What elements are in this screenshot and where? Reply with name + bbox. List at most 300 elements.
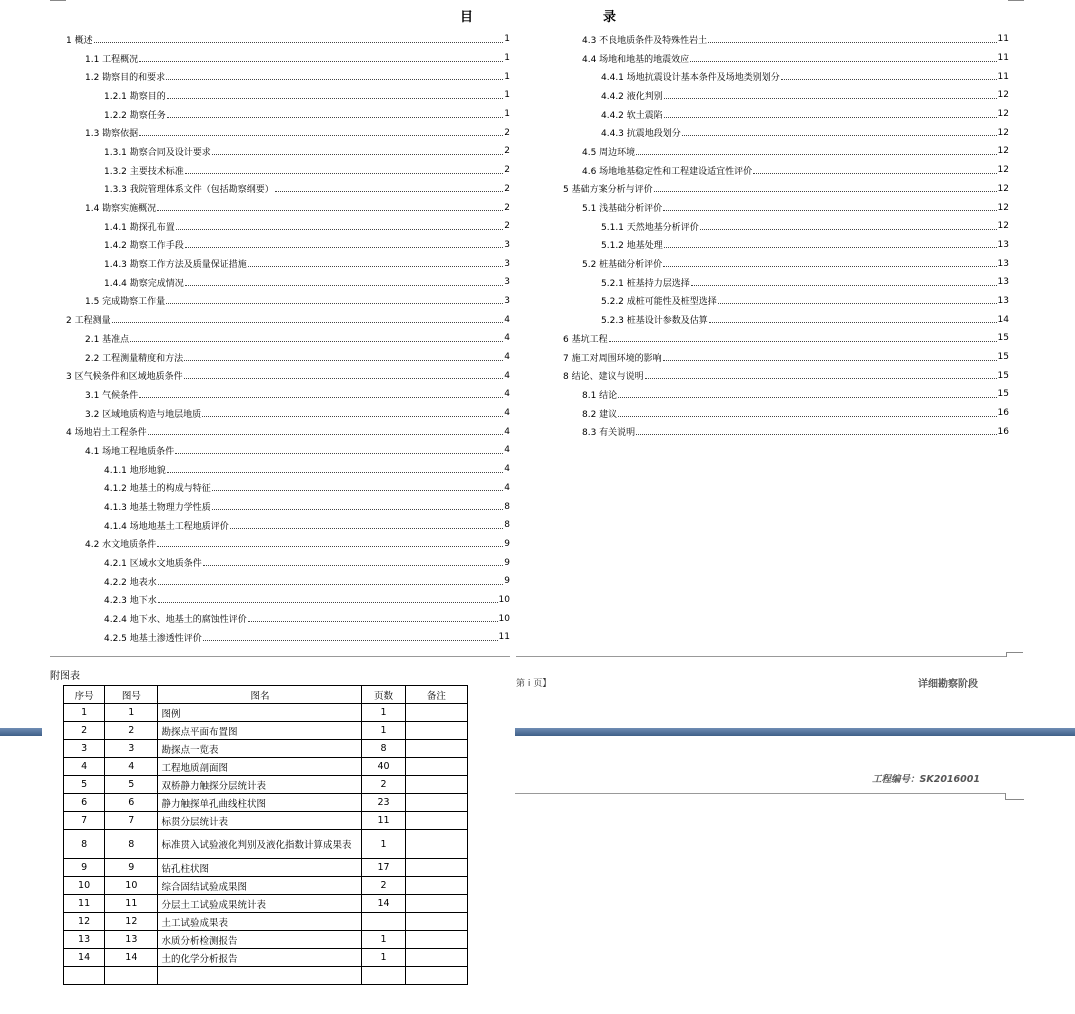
toc-dot-leader [130,341,503,342]
toc-dot-leader [167,117,504,118]
row-note [405,859,467,877]
toc-entry-page: 3 [504,295,510,306]
toc-entry[interactable] [66,385,510,404]
toc-dot-leader [185,173,504,174]
row-note [405,722,467,740]
toc-entry-text: 4.1 场地工程地质条件 [85,446,175,457]
row-note [405,931,467,949]
toc-dot-leader [275,191,504,192]
toc-dot-leader [664,117,997,118]
row-name: 图例 [158,704,362,722]
toc-dot-leader [618,416,996,417]
toc-entry-text: 4.4 场地和地基的地震效应 [582,54,690,65]
toc-entry-page: 12 [997,221,1009,232]
toc-entry[interactable] [563,86,1009,105]
toc-entry-text: 4.2 水文地质条件 [85,540,157,551]
toc-entry-text: 3.2 区域地质构造与地层地质 [85,409,202,420]
row-note [405,967,467,985]
row-no: 3 [64,740,105,758]
row-name: 标贯分层统计表 [158,812,362,830]
toc-entry[interactable] [66,161,510,180]
toc-entry-page: 4 [504,445,510,456]
row-no: 1 [64,704,105,722]
row-pages: 1 [362,704,405,722]
toc-dot-leader [664,98,997,99]
toc-dot-leader [148,434,504,435]
toc-entry[interactable] [66,67,510,86]
toc-entry[interactable] [563,404,1009,423]
toc-entry[interactable] [563,217,1009,236]
table-row [64,740,468,758]
toc-entry[interactable] [563,30,1009,49]
row-note [405,913,467,931]
attachments-header-row [64,686,468,704]
toc-dot-leader [212,509,504,510]
toc-entry[interactable] [66,591,510,610]
toc-entry[interactable] [66,49,510,68]
toc-entry-page: 15 [997,333,1009,344]
row-pages: 14 [362,895,405,913]
toc-entry[interactable] [66,236,510,255]
toc-entry[interactable] [563,236,1009,255]
toc-entry[interactable] [66,609,510,628]
toc-entry[interactable] [66,572,510,591]
attachments-title: 附图表 [50,671,80,682]
toc-entry-page: 13 [997,239,1009,250]
toc-entry-page: 9 [504,538,510,549]
toc-entry[interactable] [563,422,1009,441]
toc-dot-leader [718,303,997,304]
toc-entry-text: 1.3 勘察依据 [85,129,139,140]
toc-dot-leader [175,453,503,454]
toc-dot-leader [682,135,997,136]
toc-entry-page: 11 [498,632,510,643]
toc-entry-page: 4 [504,464,510,475]
toc-entry[interactable] [66,142,510,161]
row-no: 12 [64,913,105,931]
toc-entry-page: 1 [504,53,510,64]
corner-mark-bottom-right [1005,793,1024,800]
toc-entry-page: 4 [504,333,510,344]
row-no: 5 [64,776,105,794]
toc-entry-page: 1 [504,34,510,45]
row-pages: 11 [362,812,405,830]
toc-entry[interactable] [563,180,1009,199]
table-row [64,776,468,794]
row-no: 2 [64,722,105,740]
toc-entry-text: 2.1 基准点 [85,334,130,345]
table-row [64,967,468,985]
toc-entry-page: 3 [504,258,510,269]
table-row [64,794,468,812]
toc-entry-text: 4.3 不良地质条件及特殊性岩土 [582,35,708,46]
row-name: 土的化学分析报告 [158,949,362,967]
toc-dot-leader [203,565,504,566]
row-note [405,776,467,794]
toc-entry-text: 1.3.2 主要技术标准 [104,166,184,177]
toc-dot-leader [176,229,504,230]
toc-entry[interactable] [66,86,510,105]
toc-entry-text: 2 工程测量 [66,316,111,327]
toc-entry[interactable] [66,535,510,554]
row-name: 分层土工试验成果统计表 [158,895,362,913]
row-no: 14 [64,949,105,967]
toc-entry-page: 3 [504,277,510,288]
toc-dot-leader [202,416,503,417]
page-separator-right [516,656,1006,657]
row-name: 综合固结试验成果图 [158,877,362,895]
toc-dot-leader [157,210,503,211]
page-number-label: 第 i 页】 [516,679,552,689]
corner-mark-top-left [50,0,66,1]
toc-dot-leader [158,584,504,585]
toc-entry[interactable] [563,123,1009,142]
row-no: 8 [64,830,105,859]
toc-entry[interactable] [563,348,1009,367]
stage-label: 详细勘察阶段 [918,679,978,690]
header-pages: 页数 [362,686,405,704]
toc-entry-page: 15 [997,352,1009,363]
toc-entry-page: 4 [504,408,510,419]
row-note [405,794,467,812]
toc-entry-text: 6 基坑工程 [563,334,608,345]
project-number: 工程编号：SK2016001 [872,774,980,785]
toc-entry[interactable] [66,497,510,516]
row-fig: 2 [105,722,158,740]
toc-entry[interactable] [563,254,1009,273]
header-note: 备注 [405,686,467,704]
toc-dot-leader [167,98,504,99]
toc-entry[interactable] [66,479,510,498]
toc-entry-page: 1 [504,109,510,120]
toc-entry-page: 12 [997,127,1009,138]
toc-entry[interactable] [66,366,510,385]
row-pages: 17 [362,859,405,877]
table-row [64,877,468,895]
toc-entry[interactable] [66,553,510,572]
toc-entry-page: 16 [997,408,1009,419]
toc-entry[interactable] [563,310,1009,329]
toc-dot-leader [112,322,504,323]
row-pages: 23 [362,794,405,812]
toc-entry[interactable] [563,67,1009,86]
toc-entry[interactable] [66,180,510,199]
toc-entry-text: 2.2 工程测量精度和方法 [85,353,184,364]
header-bar-right [515,728,1075,736]
row-fig: 5 [105,776,158,794]
toc-entry-text: 5.1.2 地基处理 [601,241,663,252]
row-note [405,740,467,758]
toc-dot-leader [609,341,997,342]
header-bar-left [0,728,42,736]
toc-entry-text: 1.3.3 我院管理体系文件（包括勘察纲要） [104,185,274,196]
toc-dot-leader [185,247,504,248]
toc-entry[interactable] [66,404,510,423]
row-note [405,895,467,913]
toc-title-char-2: 录 [602,10,620,25]
toc-entry-text: 1.2 勘察目的和要求 [85,73,166,84]
row-pages: 1 [362,949,405,967]
toc-title [460,6,620,25]
toc-entry-page: 4 [504,426,510,437]
toc-entry-page: 10 [498,613,510,624]
toc-dot-leader [158,602,498,603]
toc-right-column [563,30,1009,441]
toc-dot-leader [139,61,503,62]
toc-entry[interactable] [66,310,510,329]
attachments-table [63,685,468,985]
toc-entry-page: 1 [504,90,510,101]
toc-dot-leader [94,42,504,43]
toc-entry-page: 13 [997,258,1009,269]
row-name: 工程地质剖面图 [158,758,362,776]
toc-entry[interactable] [66,422,510,441]
toc-entry-text: 5.2.1 桩基持力层选择 [601,278,690,289]
row-fig: 9 [105,859,158,877]
toc-entry-page: 9 [504,557,510,568]
row-note [405,949,467,967]
toc-entry[interactable] [66,254,510,273]
toc-dot-leader [654,191,997,192]
row-fig: 13 [105,931,158,949]
toc-entry[interactable] [66,329,510,348]
table-row [64,895,468,913]
toc-entry[interactable] [66,217,510,236]
row-no: 6 [64,794,105,812]
row-name: 勘探点一览表 [158,740,362,758]
toc-entry-page: 11 [997,34,1009,45]
toc-title-char-1: 目 [460,10,478,25]
toc-entry[interactable] [66,628,510,647]
toc-entry-page: 12 [997,109,1009,120]
row-fig: 8 [105,830,158,859]
row-fig: 7 [105,812,158,830]
row-pages [362,967,405,985]
toc-entry-text: 3.1 气候条件 [85,390,139,401]
row-name: 标准贯入试验液化判别及液化指数计算成果表 [158,830,362,859]
toc-entry-text: 8.2 建议 [582,409,618,420]
toc-entry-page: 12 [997,90,1009,101]
corner-mark-top-right [1008,0,1024,1]
row-no [64,967,105,985]
toc-entry-text: 1.5 完成勘察工作量 [85,297,166,308]
toc-dot-leader [185,285,504,286]
row-no: 7 [64,812,105,830]
toc-dot-leader [184,378,504,379]
toc-entry[interactable] [66,460,510,479]
row-no: 10 [64,877,105,895]
toc-dot-leader [248,266,504,267]
toc-entry-text: 4.1.2 地基土的构成与特征 [104,484,211,495]
toc-entry-page: 10 [498,594,510,605]
toc-entry-text: 1 概述 [66,35,93,46]
toc-entry-text: 4.6 场地地基稳定性和工程建设适宜性评价 [582,166,753,177]
toc-entry[interactable] [66,105,510,124]
toc-entry[interactable] [563,105,1009,124]
toc-dot-leader [184,360,503,361]
row-fig: 14 [105,949,158,967]
toc-dot-leader [248,621,498,622]
toc-entry-text: 5 基础方案分析与评价 [563,185,653,196]
toc-entry-text: 4.2.5 地基土渗透性评价 [104,633,202,644]
row-pages: 40 [362,758,405,776]
toc-entry[interactable] [563,366,1009,385]
toc-entry-text: 4.2.4 地下水、地基土的腐蚀性评价 [104,615,247,626]
toc-entry[interactable] [66,441,510,460]
toc-entry-page: 9 [504,576,510,587]
toc-dot-leader [166,79,503,80]
toc-dot-leader [663,210,996,211]
toc-entry-page: 4 [504,482,510,493]
toc-entry-text: 4.4.3 抗震地段划分 [601,129,681,140]
toc-dot-leader [645,378,997,379]
table-row [64,859,468,877]
table-row [64,758,468,776]
toc-entry-page: 2 [504,183,510,194]
toc-entry-text: 1.4.1 勘探孔布置 [104,222,175,233]
toc-dot-leader [212,154,504,155]
toc-entry-text: 4.1.3 地基土物理力学性质 [104,503,211,514]
header-no: 序号 [64,686,105,704]
row-name: 钻孔柱状图 [158,859,362,877]
toc-dot-leader [664,247,997,248]
toc-entry[interactable] [563,329,1009,348]
toc-dot-leader [663,266,996,267]
toc-entry-page: 13 [997,277,1009,288]
row-name: 土工试验成果表 [158,913,362,931]
row-name: 双桥静力触探分层统计表 [158,776,362,794]
toc-entry[interactable] [563,273,1009,292]
toc-entry-text: 5.1 浅基础分析评价 [582,204,663,215]
toc-entry[interactable] [563,142,1009,161]
toc-entry-text: 1.1 工程概况 [85,54,139,65]
corner-mark-mid-right [1006,652,1023,657]
row-pages: 2 [362,877,405,895]
toc-entry-page: 4 [504,370,510,381]
table-row [64,949,468,967]
toc-entry-page: 11 [997,71,1009,82]
table-row [64,704,468,722]
toc-entry-text: 4.4.2 软土震陷 [601,110,663,121]
toc-entry[interactable] [66,273,510,292]
toc-dot-leader [139,397,503,398]
toc-dot-leader [636,434,996,435]
toc-entry[interactable] [563,198,1009,217]
toc-entry-page: 15 [997,370,1009,381]
toc-entry-text: 4 场地岩土工程条件 [66,428,147,439]
table-row [64,812,468,830]
toc-entry[interactable] [66,516,510,535]
toc-entry[interactable] [563,292,1009,311]
toc-entry-text: 1.2.2 勘察任务 [104,110,166,121]
toc-entry-page: 2 [504,127,510,138]
toc-entry[interactable] [563,385,1009,404]
row-note [405,812,467,830]
toc-dot-leader [636,154,996,155]
row-fig: 4 [105,758,158,776]
toc-entry-text: 8 结论、建议与说明 [563,372,644,383]
toc-dot-leader [700,229,997,230]
toc-dot-leader [212,490,504,491]
row-pages: 1 [362,830,405,859]
row-fig: 12 [105,913,158,931]
toc-entry-page: 1 [504,71,510,82]
toc-dot-leader [157,546,503,547]
toc-entry[interactable] [66,292,510,311]
row-no: 9 [64,859,105,877]
toc-entry[interactable] [66,30,510,49]
toc-entry-text: 1.3.1 勘察合同及设计要求 [104,147,211,158]
toc-entry-page: 8 [504,501,510,512]
toc-entry-page: 3 [504,239,510,250]
toc-entry-text: 1.4.4 勘察完成情况 [104,278,184,289]
toc-entry-page: 12 [997,165,1009,176]
toc-entry-page: 12 [997,146,1009,157]
row-note [405,704,467,722]
toc-entry-text: 5.1.1 天然地基分析评价 [601,222,699,233]
toc-entry[interactable] [563,49,1009,68]
toc-dot-leader [618,397,996,398]
toc-entry-text: 4.4.1 场地抗震设计基本条件及场地类别划分 [601,73,780,84]
toc-entry-page: 4 [504,352,510,363]
table-row [64,913,468,931]
toc-entry-text: 1.4 勘察实施概况 [85,204,157,215]
toc-entry-text: 8.3 有关说明 [582,428,636,439]
toc-entry-text: 1.4.3 勘察工作方法及质量保证措施 [104,260,247,271]
table-row [64,830,468,859]
toc-entry-page: 16 [997,426,1009,437]
toc-entry-text: 1.4.2 勘察工作手段 [104,241,184,252]
row-pages [362,913,405,931]
header-name: 图名 [158,686,362,704]
toc-entry-text: 4.1.4 场地地基土工程地质评价 [104,521,229,532]
toc-entry-page: 4 [504,314,510,325]
toc-entry[interactable] [66,198,510,217]
toc-entry-page: 2 [504,165,510,176]
toc-entry-text: 5.2.2 成桩可能性及桩型选择 [601,297,717,308]
toc-dot-leader [709,322,997,323]
toc-entry[interactable] [66,348,510,367]
toc-entry-page: 13 [997,295,1009,306]
row-name [158,967,362,985]
toc-entry-text: 4.2.3 地下水 [104,596,157,607]
toc-entry[interactable] [563,161,1009,180]
toc-dot-leader [167,472,504,473]
row-no: 11 [64,895,105,913]
toc-dot-leader [663,360,997,361]
toc-entry-page: 2 [504,202,510,213]
row-pages: 1 [362,931,405,949]
toc-entry-text: 4.2.1 区域水文地质条件 [104,559,202,570]
page-separator-left [50,656,510,657]
toc-dot-leader [203,640,498,641]
toc-entry[interactable] [66,123,510,142]
row-note [405,830,467,859]
toc-dot-leader [690,61,996,62]
row-name: 水质分析检测报告 [158,931,362,949]
toc-entry-text: 3 区气候条件和区域地质条件 [66,372,183,383]
row-note [405,877,467,895]
toc-entry-page: 12 [997,202,1009,213]
header-fig: 图号 [105,686,158,704]
toc-dot-leader [753,173,996,174]
toc-entry-page: 8 [504,520,510,531]
toc-left-column [66,30,510,647]
row-fig: 11 [105,895,158,913]
toc-entry-text: 4.5 周边环境 [582,147,636,158]
toc-dot-leader [139,135,503,136]
row-fig [105,967,158,985]
